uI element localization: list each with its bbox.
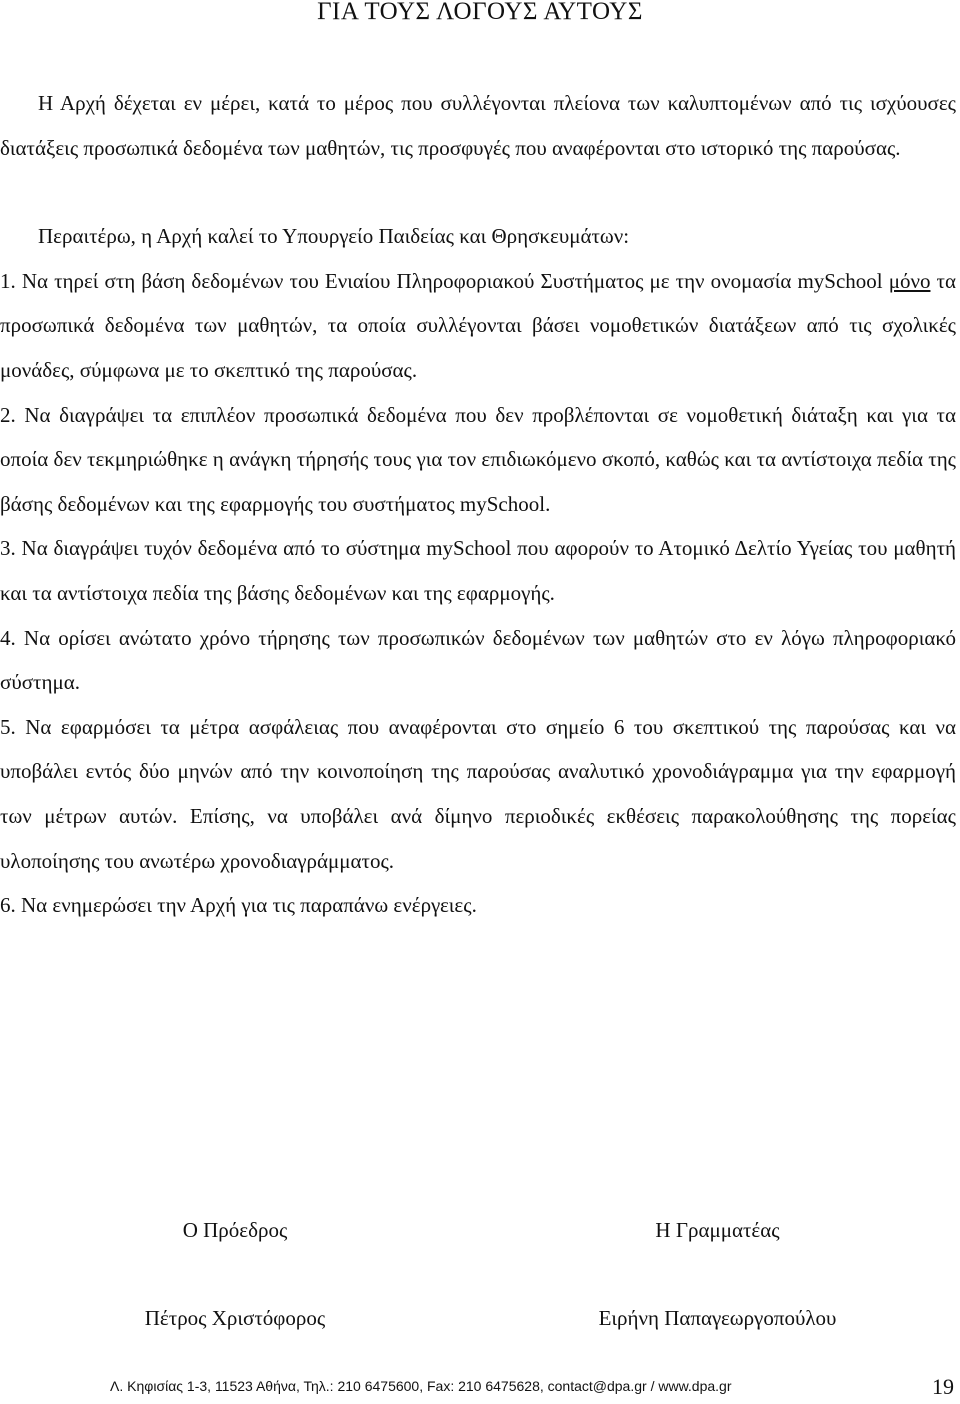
page-number: 19 bbox=[932, 1374, 954, 1399]
secretary-signature bbox=[555, 1212, 880, 1336]
intro-paragraph: Η Αρχή δέχεται εν μέρει, κατά το μέρος που συλλέγονται πλείονα των καλυπτομένων από τις ισχύουσες διατάξεις προσωπικά δεδομένα των μαθητών, τις προσφυγές που αναφέρονται στο ιστορικό της παρούσας. bbox=[0, 91, 956, 160]
president-role: Ο Πρόεδρος bbox=[182, 1218, 288, 1242]
decision-body bbox=[0, 81, 956, 928]
secretary-role: Η Γραμματέας bbox=[655, 1218, 780, 1242]
list-item-1 bbox=[0, 259, 956, 393]
secretary-name: Ειρήνη Παπαγεωργοπούλου bbox=[598, 1306, 837, 1330]
list-item-3: 3. Να διαγράψει τυχόν δεδομένα από το σύστημα mySchool που αφορούν το Ατομικό Δελτίο Υγείας του μαθητή και τα αντίστοιχα πεδία της βάσης δεδομένων και της εφαρμογής. bbox=[0, 536, 956, 605]
list-item-6: 6. Να ενημερώσει την Αρχή για τις παραπάνω ενέργειες. bbox=[0, 893, 477, 918]
president-signature bbox=[100, 1212, 370, 1336]
footer-address: Λ. Κηφισίας 1-3, 11523 Αθήνα, Τηλ.: 210 6475600, Fax: 210 6475628, contact@dpa.gr / www.dpa.gr bbox=[110, 1378, 732, 1394]
list-item-4: 4. Να ορίσει ανώτατο χρόνο τήρησης των προσωπικών δεδομένων των μαθητών στο εν λόγω πληροφοριακό σύστημα. bbox=[0, 625, 956, 695]
list-item-1-emphasis: μόνο bbox=[888, 268, 931, 293]
list-item-1-text-end: τα προσωπικά δεδομένα των μαθητών, τα οποία συλλέγονται βάσει νομοθετικών διατάξεων από τις σχολικές μονάδες, σύμφωνα με το σκεπτικό της παρούσας. bbox=[0, 268, 956, 382]
page-title: ΓΙΑ ΤΟΥΣ ΛΟΓΟΥΣ ΑΥΤΟΥΣ bbox=[317, 0, 643, 25]
list-item-5: 5. Να εφαρμόσει τα μέτρα ασφάλειας που αναφέρονται στο σημείο 6 του σκεπτικού της παρούσας και να υποβάλει εντός δύο μηνών από την κοινοποίηση της παρούσας αναλυτικό χρονοδιάγραμμα για την εφαρμογή των μέτρων αυτών. Επίσης, να υποβάλει ανά δίμηνο περιοδικές εκθέσεις παρακολούθησης της πορείας υλοποίησης του ανωτέρω χρονοδιαγράμματος. bbox=[0, 714, 956, 873]
president-name: Πέτρος Χριστόφορος bbox=[144, 1306, 326, 1330]
list-item-2: 2. Να διαγράψει τα επιπλέον προσωπικά δεδομένα που δεν προβλέπονται σε νομοθετική διάταξη και για τα οποία δεν τεκμηριώθηκε η ανάγκη τήρησής τους για τον επιδιωκόμενο σκοπό, καθώς και τα αντίστοιχα πεδία της βάσης δεδομένων και της εφαρμογής του συστήματος mySchool. bbox=[0, 402, 956, 516]
list-item-1-text-start: 1. Να τηρεί στη βάση δεδομένων του Ενιαίου Πληροφοριακού Συστήματος με την ονομασία mySchool bbox=[0, 268, 889, 293]
intro-call-paragraph: Περαιτέρω, η Αρχή καλεί το Υπουργείο Παιδείας και Θρησκευμάτων: bbox=[38, 224, 630, 249]
